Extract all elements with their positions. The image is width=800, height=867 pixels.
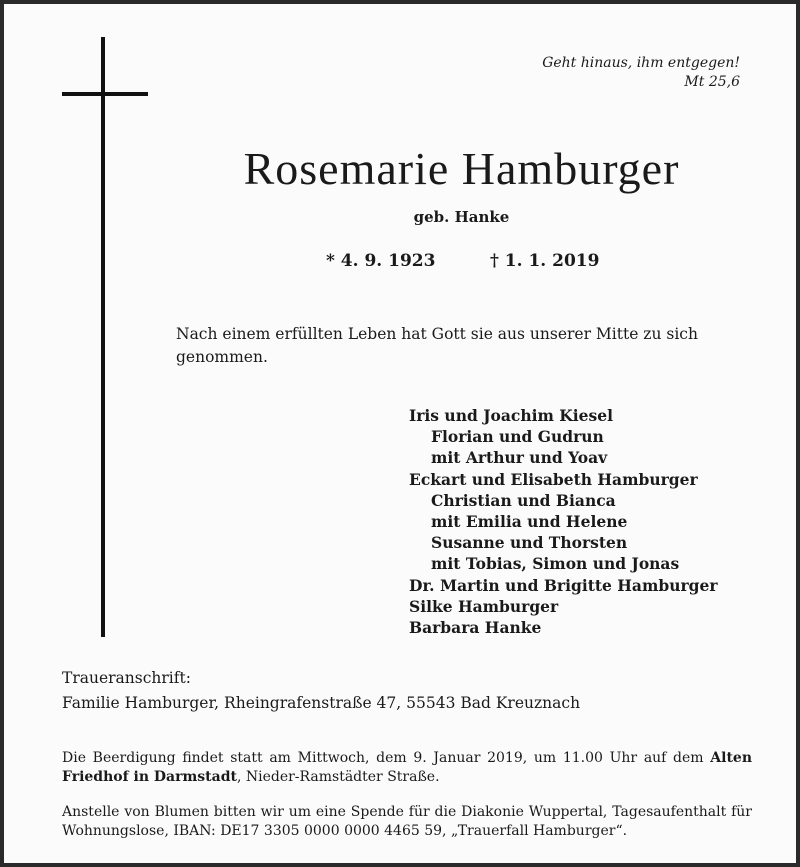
address-label: Traueranschrift: bbox=[62, 669, 191, 687]
deceased-name: Rosemarie Hamburger bbox=[243, 143, 680, 194]
bible-verse-reference: Mt 25,6 bbox=[684, 74, 740, 90]
maiden-name: geb. Hanke bbox=[413, 208, 510, 226]
mourners-list bbox=[409, 405, 718, 638]
funeral-info bbox=[62, 749, 752, 787]
bible-verse-text: Geht hinaus, ihm entgegen! bbox=[542, 55, 740, 71]
cross-icon-bar bbox=[62, 92, 148, 96]
funeral-info-street: , Nieder-Ramstädter Straße. bbox=[236, 769, 440, 785]
memorial-message bbox=[176, 323, 761, 369]
memorial-message-line: genommen. bbox=[176, 348, 268, 366]
mourning-address: Familie Hamburger, Rheingrafenstraße 47, 55543 Bad Kreuznach bbox=[62, 694, 581, 712]
mourner-entry: Florian und Gudrun bbox=[431, 427, 604, 447]
mourner-entry: Eckart und Elisabeth Hamburger bbox=[409, 469, 698, 489]
cross-icon bbox=[101, 37, 105, 637]
funeral-place: Alten Friedhof in Darmstadt bbox=[62, 750, 753, 785]
mourner-entry: mit Emilia und Helene bbox=[431, 512, 628, 532]
donation-info: Anstelle von Blumen bitten wir um eine Spende für die Diakonie Wuppertal, Tagesaufenthalt für Wohnungslose, IBAN: DE17 3305 0000 0000 4465 59, „Trauerfall Hamburger“. bbox=[62, 804, 752, 839]
mourner-entry: Barbara Hanke bbox=[409, 618, 542, 638]
mourner-entry: mit Arthur und Yoav bbox=[431, 448, 608, 468]
death-date: † 1. 1. 2019 bbox=[490, 251, 600, 271]
mourner-entry: Silke Hamburger bbox=[409, 596, 559, 616]
mourner-entry: Christian und Bianca bbox=[431, 490, 616, 510]
mourner-entry: Iris und Joachim Kiesel bbox=[409, 406, 614, 425]
mourner-entry: mit Tobias, Simon und Jonas bbox=[431, 554, 680, 574]
memorial-message-line: Nach einem erfüllten Leben hat Gott sie aus unserer Mitte zu sich bbox=[176, 325, 698, 343]
mourner-entry: Susanne und Thorsten bbox=[431, 533, 628, 553]
birth-date: * 4. 9. 1923 bbox=[326, 251, 436, 271]
mourner-entry: Dr. Martin und Brigitte Hamburger bbox=[409, 575, 718, 595]
bible-verse bbox=[542, 54, 740, 92]
funeral-info-text: Die Beerdigung findet statt am Mittwoch, dem 9. Januar 2019, um 11.00 Uhr auf dem bbox=[62, 750, 704, 766]
